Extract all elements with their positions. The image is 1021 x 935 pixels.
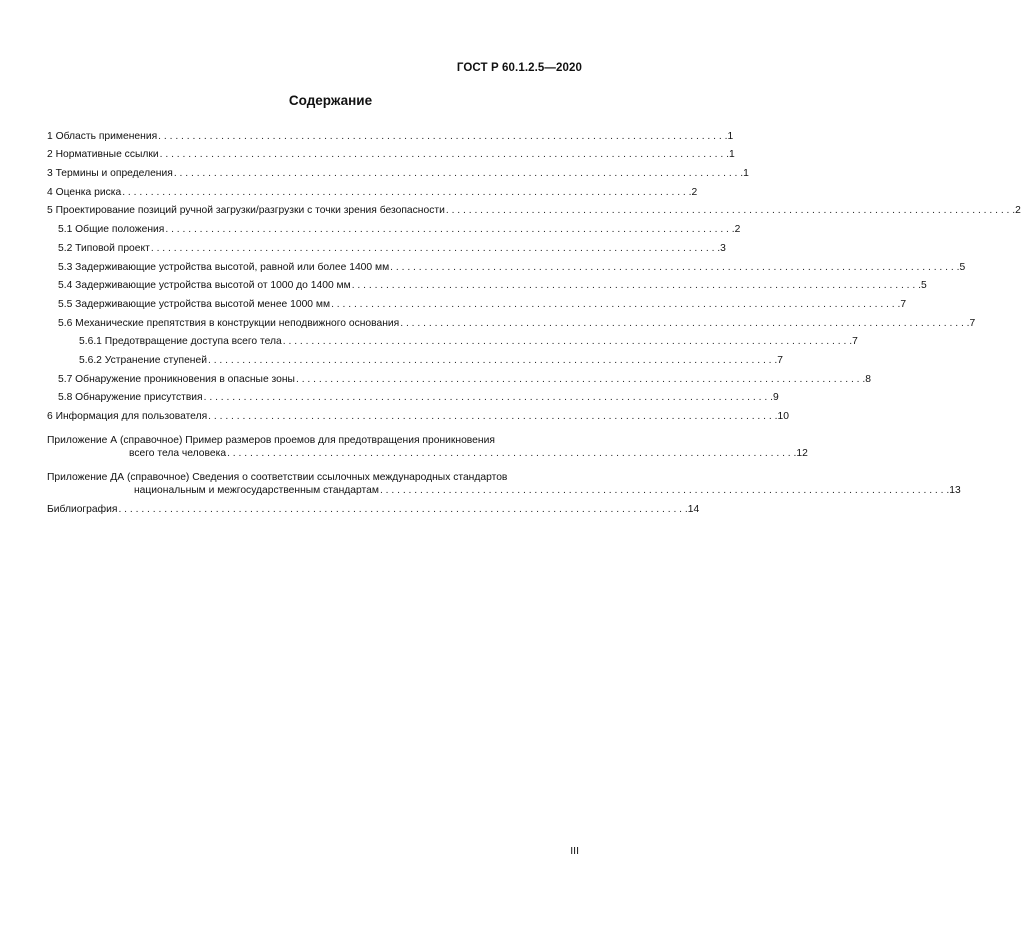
dot-leader: [121, 186, 691, 199]
toc-label-continuation: всего тела человека: [129, 448, 227, 459]
toc-label: Приложение А (справочное) Пример размеров проемов для предотвращения проникновения: [47, 435, 495, 446]
dot-leader: [173, 167, 743, 180]
dot-leader: [207, 354, 777, 367]
toc-entry-5-5[interactable]: [47, 292, 907, 311]
toc-entry-5-8[interactable]: [47, 386, 779, 405]
document-code: ГОСТ Р 60.1.2.5—2020: [456, 62, 582, 74]
dot-leader: [399, 317, 969, 330]
dot-leader: [164, 223, 734, 236]
dot-leader: [445, 204, 1015, 217]
toc-entry-5-4[interactable]: [47, 274, 927, 293]
toc-page: 5: [959, 261, 966, 273]
toc-entry-5-6-2[interactable]: [47, 348, 784, 367]
toc-page: 7: [777, 354, 784, 366]
toc-label: 5.2 Типовой проект: [58, 242, 150, 254]
toc-page: 7: [969, 317, 976, 329]
toc-page: 1: [727, 130, 734, 142]
toc-label: 5 Проектирование позиций ручной загрузки/разгрузки с точки зрения безопасности: [47, 205, 445, 217]
dot-leader: [282, 335, 852, 348]
toc-page: 5: [921, 280, 927, 292]
toc-page: 10: [777, 411, 789, 422]
toc-entry-5-7[interactable]: [47, 367, 872, 386]
toc-label: 5.6.1 Предотвращение доступа всего тела: [79, 336, 282, 348]
toc-page: 14: [687, 503, 700, 515]
toc-label: 5.5 Задерживающие устройства высотой менее 1000 мм: [58, 298, 331, 310]
toc-label: 6 Информация для пользователя: [47, 411, 208, 422]
dot-leader: [389, 261, 959, 274]
dot-leader: [330, 298, 900, 311]
toc-label: Библиография: [47, 503, 118, 515]
dot-leader: [203, 391, 773, 404]
toc-entry-appendix-da[interactable]: [47, 460, 961, 497]
toc-label: 5.6 Механические препятствия в конструкции неподвижного основания: [58, 317, 400, 329]
toc-label: 5.4 Задерживающие устройства высотой от 1000 до 1400 мм: [58, 280, 351, 292]
toc-page: 7: [900, 298, 907, 310]
toc-entry-5[interactable]: [47, 199, 1021, 218]
dot-leader: [159, 148, 729, 161]
toc-entry-5-3[interactable]: [47, 255, 966, 274]
toc-entry-5-1[interactable]: [47, 217, 741, 236]
toc-label: 5.7 Обнаружение проникновения в опасные зоны: [58, 373, 295, 385]
dot-leader: [295, 373, 865, 386]
toc-label: 5.3 Задерживающие устройства высотой, равной или более 1400 мм: [58, 261, 390, 273]
toc-page: 9: [772, 392, 779, 404]
dot-leader: [150, 242, 720, 255]
toc-page: 3: [720, 242, 726, 254]
dot-leader: [226, 447, 796, 460]
toc-page: 2: [691, 186, 698, 198]
toc-label: 1 Область применения: [47, 130, 158, 142]
toc-label: 5.1 Общие положения: [58, 224, 165, 236]
toc-entry-3[interactable]: [47, 161, 749, 180]
toc-entry-2[interactable]: [47, 143, 735, 162]
toc-label: 5.6.2 Устранение ступеней: [79, 354, 207, 366]
toc-entry-5-6[interactable]: [47, 311, 976, 330]
toc-entry-4[interactable]: [47, 180, 698, 199]
toc-label-continuation: национальным и межгосударственным стандартам: [134, 485, 379, 496]
toc-label: 2 Нормативные ссылки: [47, 149, 159, 161]
toc-page: 1: [728, 149, 735, 161]
dot-leader: [117, 503, 687, 516]
toc-label: Приложение ДА (справочное) Сведения о соответствии ссылочных международных стандартов: [47, 472, 508, 483]
toc-title: Содержание: [288, 93, 373, 108]
toc-entry-bibliography[interactable]: [47, 497, 700, 516]
toc-entry-6[interactable]: [47, 404, 789, 423]
table-of-contents: [47, 124, 1021, 516]
toc-entry-5-2[interactable]: [47, 236, 726, 255]
dot-leader: [351, 279, 921, 292]
dot-leader: [157, 130, 727, 143]
page-number: III: [570, 845, 579, 857]
toc-page: 13: [949, 485, 961, 496]
toc-page: 1: [743, 168, 749, 180]
toc-entry-1[interactable]: [47, 124, 734, 143]
toc-label: 4 Оценка риска: [47, 186, 122, 198]
dot-leader: [379, 484, 949, 497]
toc-page: 7: [852, 336, 858, 348]
toc-entry-appendix-a[interactable]: [47, 423, 808, 460]
toc-label: 5.8 Обнаружение присутствия: [58, 392, 203, 404]
toc-label: 3 Термины и определения: [47, 168, 173, 180]
toc-page: 2: [1015, 205, 1021, 217]
toc-page: 12: [796, 448, 808, 459]
toc-page: 2: [734, 224, 741, 236]
toc-page: 8: [865, 373, 872, 385]
dot-leader: [207, 410, 777, 423]
toc-entry-5-6-1[interactable]: [47, 330, 858, 349]
